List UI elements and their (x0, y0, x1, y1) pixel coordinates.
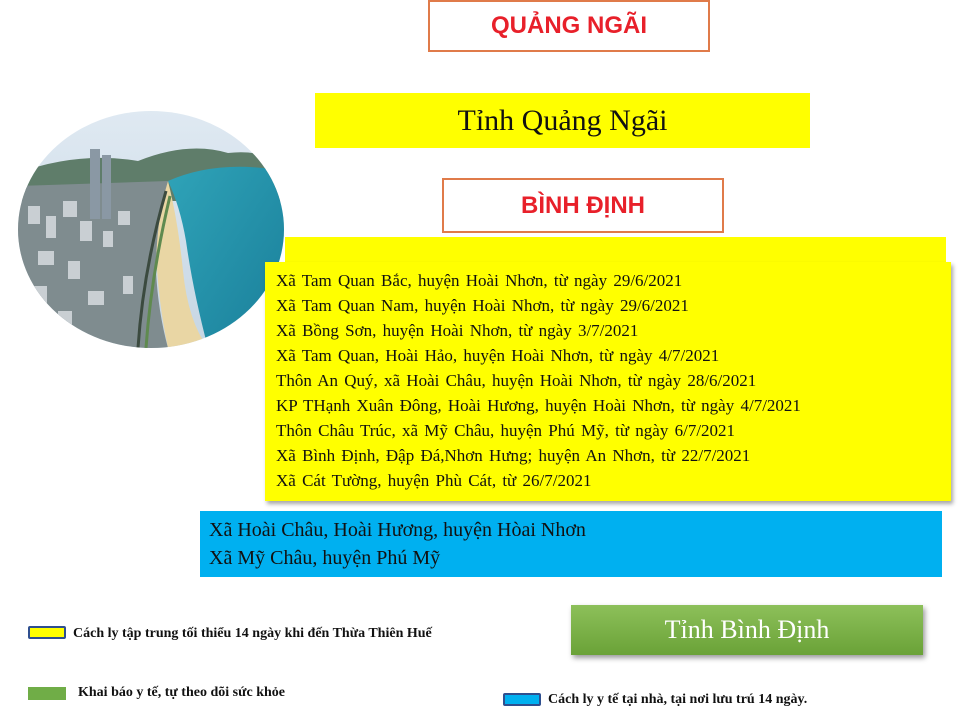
legend-blue-label: Cách ly y tế tại nhà, tại nơi lưu trú 14 ngày. (548, 692, 808, 707)
coastal-city-photo (18, 111, 284, 348)
list-item: Xã Tam Quan Bắc, huyện Hoài Nhơn, từ ngày 29/6/2021 (276, 271, 683, 290)
binh-dinh-header: BÌNH ĐỊNH (442, 178, 724, 233)
list-item: Xã Tam Quan, Hoài Hảo, huyện Hoài Nhơn, từ ngày 4/7/2021 (276, 346, 720, 365)
legend-yellow-label: Cách ly tập trung tối thiểu 14 ngày khi đến Thừa Thiên Huế (73, 626, 432, 641)
list-item: Xã Cát Tường, huyện Phù Cát, từ 26/7/2021 (276, 471, 592, 490)
list-item: Xã Bồng Sơn, huyện Hoài Nhơn, từ ngày 3/7/2021 (276, 321, 639, 340)
list-item: Thôn An Quý, xã Hoài Châu, huyện Hoài Nhơn, từ ngày 28/6/2021 (276, 371, 757, 390)
list-item: Xã Mỹ Châu, huyện Phú Mỹ (209, 547, 441, 569)
binh-dinh-blue-list (200, 511, 942, 577)
binh-dinh-green-box: Tỉnh Bình Định (571, 605, 923, 655)
list-item: Xã Tam Quan Nam, huyện Hoài Nhơn, từ ngày 29/6/2021 (276, 296, 689, 315)
legend-green-swatch (28, 687, 66, 700)
legend-yellow-swatch (28, 626, 66, 639)
legend-green-label: Khai báo y tế, tự theo dõi sức khỏe (78, 685, 285, 700)
list-item: Xã Bình Định, Đập Đá,Nhơn Hưng; huyện An Nhơn, từ 22/7/2021 (276, 446, 751, 465)
quang-ngai-yellow-box: Tỉnh Quảng Ngãi (315, 93, 810, 148)
list-item: KP THạnh Xuân Đông, Hoài Hương, huyện Hoài Nhơn, từ ngày 4/7/2021 (276, 396, 801, 415)
legend-blue-swatch (503, 693, 541, 706)
list-item: Xã Hoài Châu, Hoài Hương, huyện Hòai Nhơn (209, 519, 586, 541)
list-item: Thôn Châu Trúc, xã Mỹ Châu, huyện Phú Mỹ, từ ngày 6/7/2021 (276, 421, 736, 440)
quang-ngai-header: QUẢNG NGÃI (428, 0, 710, 52)
binh-dinh-yellow-list (265, 262, 951, 501)
